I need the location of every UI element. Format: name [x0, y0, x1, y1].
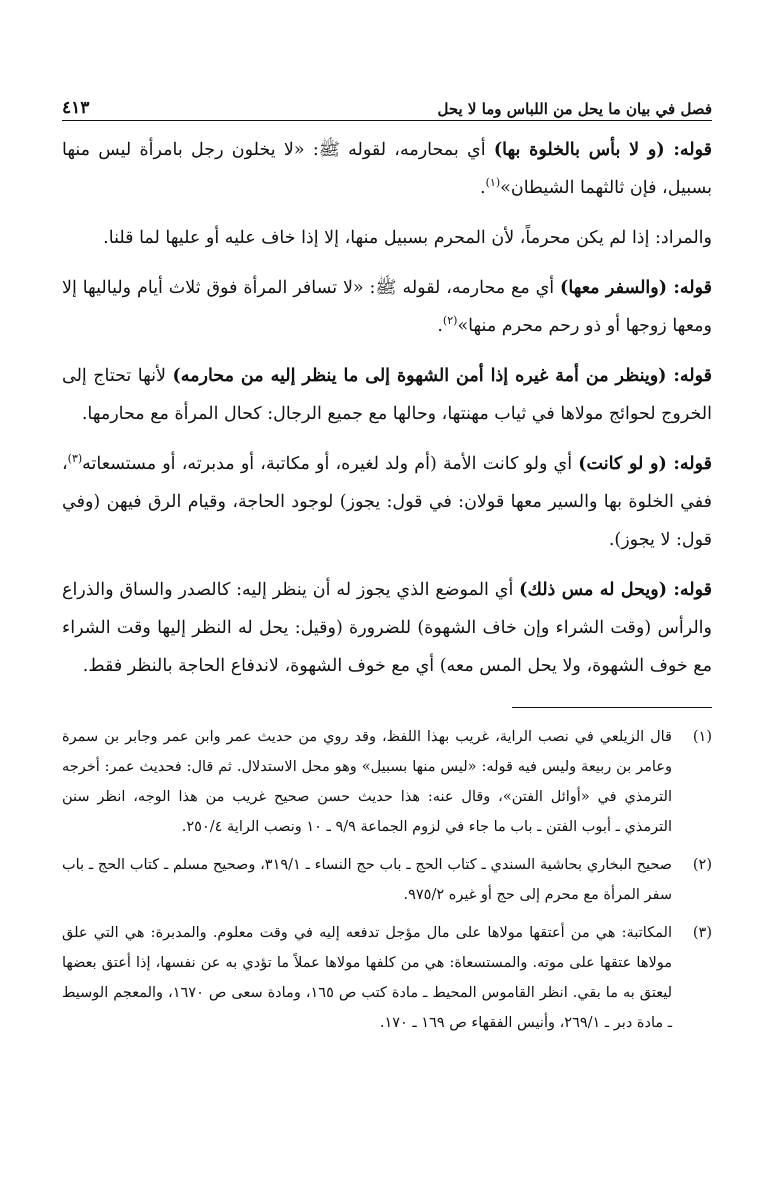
- footnote-number: (١): [692, 729, 712, 745]
- page-number: ٤١٣: [62, 98, 90, 118]
- paragraph: [62, 269, 712, 345]
- footnotes: [62, 722, 712, 1038]
- footnote-ref: (٣): [67, 452, 83, 466]
- paragraph: [62, 357, 712, 433]
- footnote-number: (٣): [692, 925, 712, 941]
- paragraph: [62, 445, 712, 559]
- paragraph-text: أي مع محارمه، لقوله ﷺ: «لا تسافر المرأة فوق ثلاث أيام ولياليها إلا ومعها زوجها أو ذو رحم محرم منها»: [62, 278, 712, 336]
- paragraph-lead: قوله: (وينظر من أمة غيره إذا أمن الشهوة إلى ما ينظر إليه من محارمه): [172, 366, 713, 386]
- paragraph-lead: قوله: (و لا بأس بالخلوة بها): [493, 140, 712, 160]
- footnote-text: صحيح البخاري بحاشية السندي ـ كتاب الحج ـ باب حج النساء ـ ٣١٩/١، وصحيح مسلم ـ كتاب الحج ـ باب سفر المرأة مع محرم إلى حج أو غيره ٩٧٥/٢.: [62, 857, 672, 903]
- paragraph: [62, 571, 712, 685]
- paragraph-lead: قوله: (ويحل له مس ذلك): [519, 580, 713, 600]
- footnote-text: المكاتبة: هي من أعتقها مولاها على مال مؤجل تدفعه إليه في وقت معلوم. والمدبرة: هي التي علق مولاها عتقها على موته. والمستسعاة: هي من كلفها مولاها عملاً ما تؤدي به عن نفسها، إذا أعتق بعضها ليعتق به ما بقي. انظر القاموس المحيط ـ مادة كتب ص ١٦٥، ومادة سعى ص ١٦٧٠، والمعجم الوسيط ـ مادة دبر ـ ٢٦٩/١، وأنيس الفقهاء ص ١٦٩ ـ ١٧٠.: [62, 925, 672, 1031]
- footnote-number: (٢): [692, 857, 712, 873]
- footnote: [62, 850, 712, 910]
- paragraph-tail: .: [480, 178, 486, 198]
- running-header: [62, 88, 712, 121]
- paragraph-tail: ، ففي الخلوة بها والسير معها قولان: في قول: يجوز) لوجود الحاجة، وقيام الرق فيهن (وفي قول: لا يجوز).: [62, 454, 712, 550]
- paragraph-text: أي الموضع الذي يجوز له أن ينظر إليه: كالصدر والساق والذراع والرأس (وقت الشراء وإن خاف الشهوة) للضرورة (وقيل: يحل له النظر إليها وقت الشراء مع خوف الشهوة، ولا يحل المس معه) أي مع خوف الشهوة، لاندفاع الحاجة بالنظر فقط.: [62, 580, 712, 676]
- paragraph: [62, 219, 712, 257]
- footnote-separator: [512, 707, 712, 708]
- footnote-text: قال الزيلعي في نصب الراية، غريب بهذا اللفظ، وقد روي من حديث عمر وابن عمر وجابر بن سمرة وعامر بن ربيعة وليس فيه قوله: «ليس منها بسبيل» وهو محل الاستدلال. ثم قال: فحديث عمر: أخرجه الترمذي في «أوائل الفتن»، وقال عنه: هذا حديث حسن صحيح غريب من هذا الوجه، انظر سنن الترمذي ـ أبوب الفتن ـ باب ما جاء في لزوم الجماعة ٩/٩ ـ ١٠ ونصب الراية ٢٥٠/٤.: [62, 729, 672, 835]
- footnote-ref: (٢): [442, 314, 458, 328]
- paragraph-text: أي بمحارمه، لقوله ﷺ: «لا يخلون رجل بامرأة ليس منها بسبيل، فإن ثالثهما الشيطان»: [62, 140, 712, 198]
- paragraph-text: أي ولو كانت الأمة (أم ولد لغيره، أو مكاتبة، أو مدبرته، أو مستسعاته: [82, 454, 579, 474]
- main-text: [62, 131, 712, 685]
- chapter-title: فصل في بيان ما يحل من اللباس وما لا يحل: [437, 100, 712, 118]
- footnote: [62, 918, 712, 1038]
- paragraph: [62, 131, 712, 207]
- paragraph-lead: قوله: (والسفر معها): [560, 278, 712, 298]
- footnote: [62, 722, 712, 842]
- paragraph-tail: .: [437, 316, 443, 336]
- footnote-ref: (١): [485, 176, 501, 190]
- book-page: [62, 88, 712, 1046]
- paragraph-lead: قوله: (و لو كانت): [578, 454, 712, 474]
- paragraph-text: والمراد: إذا لم يكن محرماً، لأن المحرم بسبيل منها، إلا إذا خاف عليه أو عليها لما قلنا.: [103, 228, 712, 248]
- paragraph-text: لأنها تحتاج إلى الخروج لحوائج مولاها في ثياب مهنتها، وحالها مع جميع الرجال: كحال المرأة مع محارمها.: [62, 366, 712, 424]
